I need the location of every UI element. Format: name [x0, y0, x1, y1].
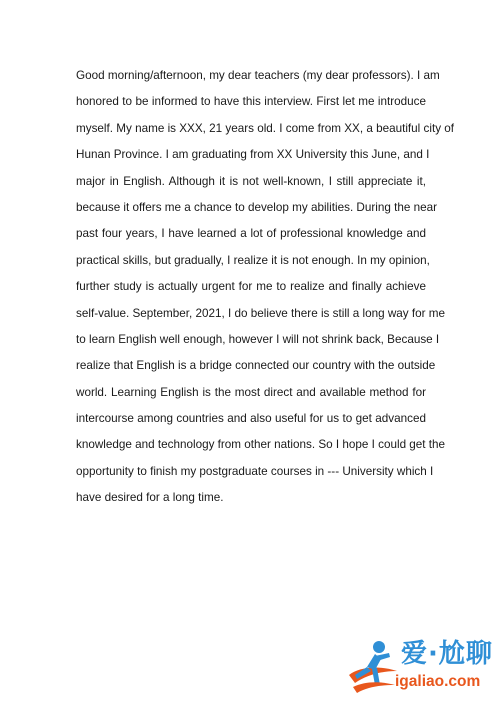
text-line: past four years, I have learned a lot of professional knowledge and — [76, 227, 426, 241]
text-line: world. Learning English is the most direct and available method for — [76, 385, 426, 399]
text-line: Hunan Province. I am graduating from XX University this June, and I — [76, 148, 430, 162]
text-line: honored to be informed to have this interview. First let me introduce — [76, 95, 426, 109]
text-line: opportunity to finish my postgraduate courses in --- University which I — [76, 464, 434, 478]
text-line: have desired for a long time. — [76, 491, 224, 505]
text-line: practical skills, but gradually, I realize it is not enough. In my opinion, — [76, 253, 430, 267]
body-paragraph — [76, 63, 455, 512]
text-line: intercourse among countries and also useful for us to get advanced — [76, 412, 426, 426]
watermark — [345, 637, 495, 699]
text-line: self-value. September, 2021, I do believe there is still a long way for me — [76, 306, 446, 320]
text-line: myself. My name is XXX, 21 years old. I come from XX, a beautiful city of — [76, 121, 455, 135]
text-line: realize that English is a bridge connected our country with the outside — [76, 359, 436, 373]
text-line: knowledge and technology from other nations. So I hope I could get the — [76, 438, 446, 452]
text-line: major in English. Although it is not well-known, I still appreciate it, — [76, 174, 426, 188]
text-line: because it offers me a chance to develop my abilities. During the near — [76, 200, 437, 214]
running-person-logo-icon — [345, 637, 401, 697]
watermark-url: igaliao.com — [395, 673, 481, 690]
text-line: further study is actually urgent for me to realize and finally achieve — [76, 280, 426, 294]
text-line: Good morning/afternoon, my dear teachers (my dear professors). I am — [76, 69, 440, 82]
text-line: to learn English well enough, however I will not shrink back, Because I — [76, 332, 440, 346]
watermark-brand: 爱·尬聊 — [401, 639, 493, 669]
